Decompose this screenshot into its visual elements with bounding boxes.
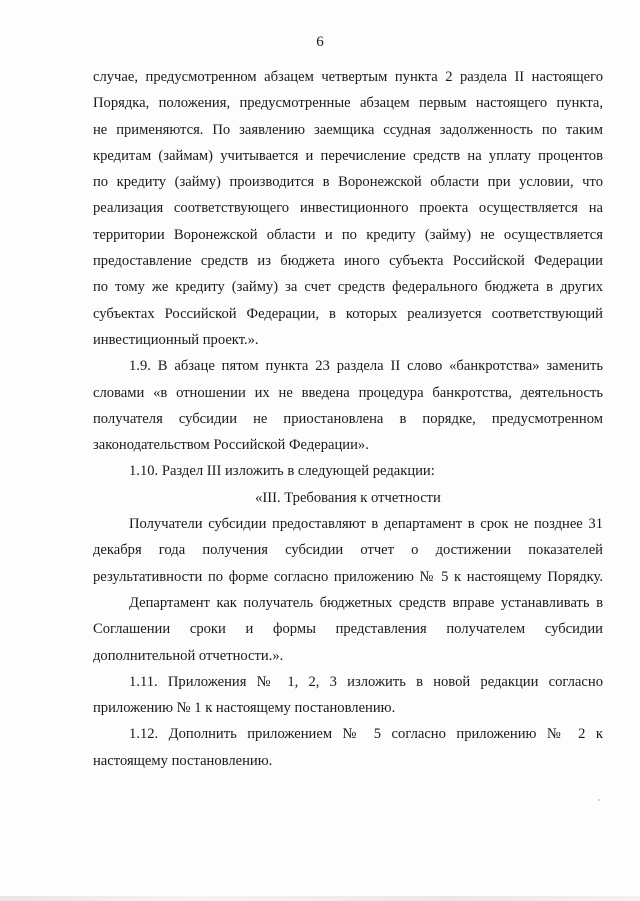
text-line: настоящему постановлению. bbox=[93, 752, 273, 769]
scan-edge bbox=[0, 896, 640, 901]
text-line: инвестиционный проект.». bbox=[93, 331, 259, 348]
clause-1-12-line: 1.12. Дополнить приложением № 5 согласно приложению № 2 к bbox=[129, 726, 603, 743]
scan-speck bbox=[598, 799, 600, 801]
text-line: словами «в отношении их не введена процедура банкротства, деятельность bbox=[93, 384, 603, 401]
text-line: Порядка, положения, предусмотренные абзацем первым настоящего пункта, bbox=[93, 95, 603, 112]
text-line: предоставление средств из бюджета иного субъекта Российской Федерации bbox=[93, 253, 603, 270]
text-line: Получатели субсидии предоставляют в департамент в срок не позднее 31 bbox=[129, 516, 603, 533]
text-line: реализация соответствующего инвестиционного проекта осуществляется на bbox=[93, 200, 603, 217]
text-line: получателя субсидии не приостановлена в порядке, предусмотренном bbox=[93, 410, 603, 427]
text-line: территории Воронежской области и по кредиту (займу) не осуществляется bbox=[93, 226, 603, 243]
text-line: по кредиту (займу) производится в Воронежской области при условии, что bbox=[93, 174, 603, 191]
text-line: субъектах Российской Федерации, в которых реализуется соответствующий bbox=[93, 305, 603, 322]
text-line: приложению № 1 к настоящему постановлению. bbox=[93, 700, 396, 717]
text-line: случае, предусмотренном абзацем четвертым пункта 2 раздела II настоящего bbox=[93, 69, 603, 85]
clause-1-9-line: 1.9. В абзаце пятом пункта 23 раздела II слово «банкротства» заменить bbox=[129, 358, 603, 375]
section-heading: «III. Требования к отчетности bbox=[255, 489, 441, 506]
text-line: законодательством Российской Федерации». bbox=[93, 437, 369, 454]
clause-1-11-line: 1.11. Приложения № 1, 2, 3 изложить в новой редакции согласно bbox=[129, 673, 603, 690]
text-line: результативности по форме согласно приложению № 5 к настоящему Порядку. bbox=[93, 568, 603, 585]
clause-1-10-line: 1.10. Раздел III изложить в следующей редакции: bbox=[129, 463, 435, 480]
text-line: по тому же кредиту (займу) за счет средств федерального бюджета в других bbox=[93, 279, 603, 296]
text-line: не применяются. По заявлению заемщика ссудная задолженность по таким bbox=[93, 121, 603, 138]
text-line: Департамент как получатель бюджетных средств вправе устанавливать в bbox=[129, 594, 603, 611]
text-line: Соглашении сроки и формы представления получателем субсидии bbox=[93, 621, 603, 638]
page-number: 6 bbox=[316, 34, 324, 50]
text-line: дополнительной отчетности.». bbox=[93, 647, 284, 664]
text-line: декабря года получения субсидии отчет о достижении показателей bbox=[93, 542, 603, 559]
document-body bbox=[93, 64, 603, 774]
text-line: кредитам (займам) учитывается и перечисление средств на уплату процентов bbox=[93, 147, 603, 164]
